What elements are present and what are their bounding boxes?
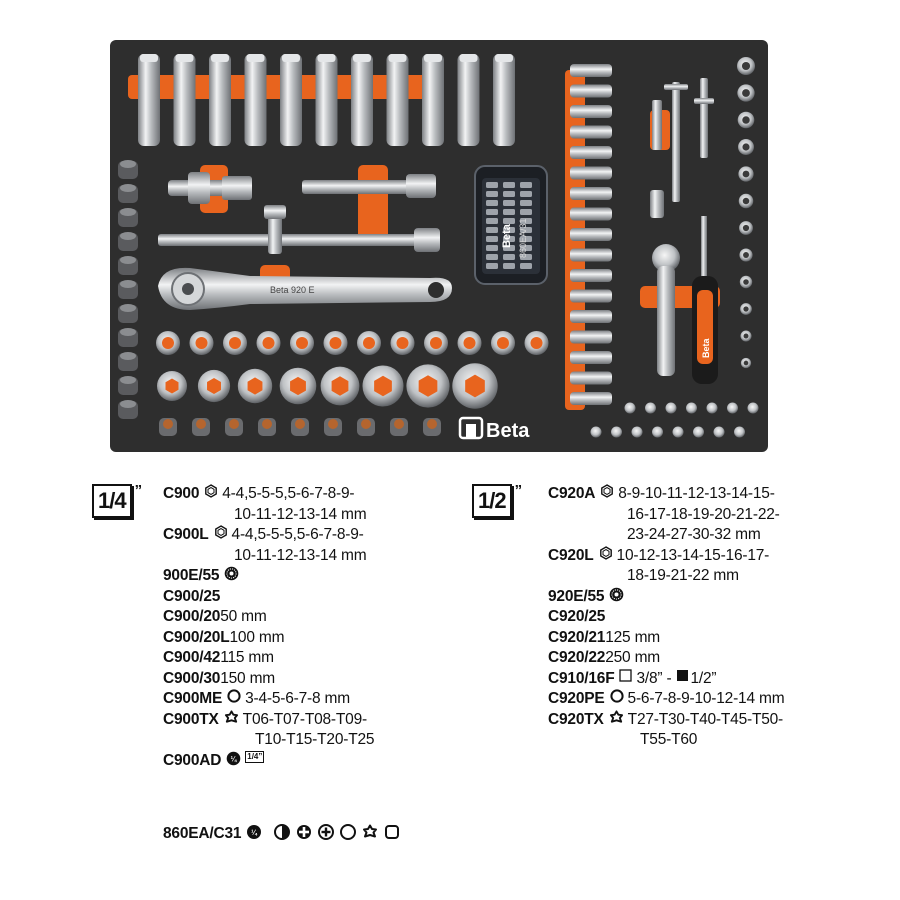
item-code: 860EA/C31 bbox=[163, 825, 242, 842]
short-socket bbox=[570, 85, 612, 98]
bit bbox=[486, 182, 498, 188]
item-code: C900ME bbox=[163, 690, 223, 707]
bit bbox=[714, 427, 725, 438]
spec-row bbox=[548, 689, 784, 710]
drive-size-half bbox=[472, 484, 522, 518]
spec-row bbox=[163, 689, 374, 710]
bit bbox=[486, 227, 498, 233]
long-socket bbox=[174, 54, 196, 146]
square-bit-icon bbox=[386, 826, 398, 838]
long-socket bbox=[245, 54, 267, 146]
bit bbox=[707, 403, 718, 414]
item-code: C900L bbox=[163, 526, 209, 543]
short-socket bbox=[570, 187, 612, 200]
inch-mark: ” bbox=[134, 482, 143, 499]
bit bbox=[503, 218, 515, 224]
bit bbox=[503, 182, 515, 188]
item-code: C900/20 bbox=[163, 608, 221, 625]
bit bbox=[520, 191, 532, 197]
right-spec-list bbox=[548, 484, 784, 751]
item-spec-continued: 16-17-18-19-20-21-22- bbox=[627, 505, 780, 523]
item-spec: 3/8” - bbox=[636, 669, 672, 687]
bit-adapter-icon bbox=[247, 825, 261, 839]
bit bbox=[652, 427, 663, 438]
item-code: C900AD bbox=[163, 751, 222, 769]
item-spec: 8-9-10-11-12-13-14-15- bbox=[618, 485, 775, 502]
phillips-icon bbox=[297, 825, 311, 839]
spec-row bbox=[163, 566, 374, 587]
item-spec: T06-T07-T08-T09- bbox=[242, 710, 367, 728]
item-spec-continued: T55-T60 bbox=[640, 731, 698, 748]
long-socket bbox=[316, 54, 338, 146]
spec-row bbox=[163, 587, 374, 608]
drive-size-mini-label: 1/4” bbox=[247, 751, 263, 761]
bit bbox=[503, 200, 515, 206]
spec-row bbox=[548, 648, 784, 669]
item-code: C920/25 bbox=[548, 608, 606, 625]
svg-text:Beta 920 E: Beta 920 E bbox=[270, 285, 315, 295]
svg-text:¼: ¼ bbox=[230, 756, 237, 763]
short-socket bbox=[570, 290, 612, 303]
short-socket bbox=[570, 228, 612, 241]
ratchet-badge-icon bbox=[609, 587, 624, 602]
bit bbox=[734, 427, 745, 438]
spec-row bbox=[548, 628, 784, 649]
item-code: C900/42 bbox=[163, 649, 221, 666]
item-spec-continued: 18-19-21-22 mm bbox=[627, 567, 739, 584]
circle-outline-icon bbox=[610, 689, 624, 703]
item-code: C910/16F bbox=[548, 669, 615, 687]
long-socket bbox=[209, 54, 231, 146]
bit bbox=[486, 263, 498, 269]
dark-sockets-column bbox=[118, 160, 138, 419]
spec-row bbox=[548, 546, 784, 567]
short-socket bbox=[570, 310, 612, 323]
svg-text:Beta: Beta bbox=[486, 420, 530, 442]
bit bbox=[486, 209, 498, 215]
drive-size-label: 1/2 bbox=[472, 484, 512, 518]
spec-row bbox=[163, 607, 374, 628]
bit bbox=[625, 403, 636, 414]
svg-text:Beta: Beta bbox=[501, 224, 513, 248]
item-spec: T27-T30-T40-T45-T50- bbox=[627, 710, 784, 728]
item-spec: 150 mm bbox=[220, 669, 275, 687]
hex-socket-icon bbox=[204, 484, 218, 498]
bit bbox=[666, 403, 677, 414]
item-code: 900E/55 bbox=[163, 567, 220, 584]
circle-outline-icon bbox=[227, 689, 241, 703]
long-socket bbox=[138, 54, 160, 146]
bit bbox=[486, 218, 498, 224]
short-socket bbox=[570, 105, 612, 118]
bit-adapter-icon bbox=[226, 751, 241, 766]
hex-socket-icon bbox=[600, 484, 614, 498]
short-socket bbox=[570, 167, 612, 180]
long-sockets-row bbox=[138, 54, 515, 146]
spec-row bbox=[548, 587, 784, 608]
bit bbox=[503, 263, 515, 269]
left-spec-list bbox=[163, 484, 374, 771]
spec-row bbox=[548, 710, 784, 731]
bit bbox=[486, 236, 498, 242]
spec-row bbox=[163, 648, 374, 669]
torx-outline-icon bbox=[224, 710, 239, 725]
torx-bit-icon bbox=[364, 826, 376, 837]
hex-bit-icon bbox=[341, 825, 355, 839]
slotted-icon bbox=[275, 825, 289, 839]
spec-row bbox=[163, 525, 374, 546]
item-spec: 4-4,5-5-5,5-6-7-8-9- bbox=[231, 526, 364, 543]
item-code: C900/25 bbox=[163, 587, 221, 605]
short-socket bbox=[570, 208, 612, 221]
ratchet-badge-icon bbox=[224, 566, 239, 581]
spec-row bbox=[163, 484, 374, 505]
long-socket bbox=[493, 54, 515, 146]
spec-row bbox=[163, 710, 374, 731]
bit bbox=[673, 427, 684, 438]
short-socket bbox=[570, 146, 612, 159]
spec-row bbox=[163, 751, 374, 772]
bit-case bbox=[475, 166, 547, 284]
item-code: C920/21 bbox=[548, 628, 606, 646]
torx-outline-icon bbox=[609, 710, 624, 725]
short-socket bbox=[570, 372, 612, 385]
svg-text:¼: ¼ bbox=[251, 830, 258, 837]
bit bbox=[520, 200, 532, 206]
item-code: C920/22 bbox=[548, 649, 606, 666]
item-spec: 4-4,5-5-5,5-6-7-8-9- bbox=[222, 485, 355, 502]
bit bbox=[520, 182, 532, 188]
bit bbox=[486, 254, 498, 260]
bit bbox=[486, 191, 498, 197]
long-socket bbox=[351, 54, 373, 146]
short-socket bbox=[570, 126, 612, 139]
square-filled-icon bbox=[676, 669, 689, 682]
item-code: C900/30 bbox=[163, 669, 221, 687]
bit-types-icons bbox=[246, 824, 406, 840]
bit bbox=[748, 403, 759, 414]
bit bbox=[645, 403, 656, 414]
item-code: C900/20L bbox=[163, 628, 230, 646]
item-code: C900TX bbox=[163, 710, 219, 728]
bit bbox=[503, 254, 515, 260]
drive-size-quarter bbox=[92, 484, 142, 518]
spec-row bbox=[548, 484, 784, 505]
long-socket bbox=[280, 54, 302, 146]
svg-text:Beta: Beta bbox=[701, 338, 711, 358]
bit-set-row bbox=[163, 824, 410, 845]
square-outline-icon bbox=[619, 669, 632, 682]
item-spec: 5-6-7-8-9-10-12-14 mm bbox=[627, 690, 785, 707]
short-socket bbox=[570, 331, 612, 344]
spec-row bbox=[548, 669, 784, 690]
item-spec-continued: T10-T15-T20-T25 bbox=[255, 731, 375, 748]
item-spec-continued: 10-11-12-13-14 mm bbox=[234, 505, 367, 523]
spec-row bbox=[163, 628, 374, 649]
bit bbox=[727, 403, 738, 414]
drive-size-label: 1/4 bbox=[92, 484, 132, 518]
long-socket bbox=[387, 54, 409, 146]
bit bbox=[503, 209, 515, 215]
bit bbox=[632, 427, 643, 438]
item-spec: 10-12-13-14-15-16-17- bbox=[616, 546, 770, 564]
hex-socket-icon bbox=[599, 546, 613, 560]
item-code: C920TX bbox=[548, 710, 604, 728]
short-socket bbox=[570, 249, 612, 262]
item-code: C920PE bbox=[548, 690, 605, 707]
bit bbox=[520, 209, 532, 215]
inch-mark: ” bbox=[514, 482, 523, 499]
short-socket bbox=[570, 64, 612, 77]
long-socket bbox=[458, 54, 480, 146]
item-spec: 100 mm bbox=[229, 628, 285, 646]
short-socket bbox=[570, 351, 612, 364]
bit bbox=[591, 427, 602, 438]
bit bbox=[503, 191, 515, 197]
item-code: 920E/55 bbox=[548, 587, 605, 605]
item-spec-continued: 23-24-27-30-32 mm bbox=[627, 526, 761, 543]
short-socket bbox=[570, 392, 612, 405]
socket-bits-row bbox=[159, 418, 441, 436]
item-spec: 50 mm bbox=[220, 608, 267, 625]
bit bbox=[611, 427, 622, 438]
item-spec: 115 mm bbox=[220, 649, 274, 666]
item-spec: 1/2” bbox=[690, 669, 717, 687]
item-spec: 3-4-5-6-7-8 mm bbox=[245, 690, 350, 707]
long-socket bbox=[422, 54, 444, 146]
bit bbox=[520, 263, 532, 269]
item-spec: 250 mm bbox=[605, 649, 660, 666]
bit bbox=[686, 403, 697, 414]
item-spec-continued: 10-11-12-13-14 mm bbox=[234, 546, 367, 564]
pozidriv-icon bbox=[319, 825, 333, 839]
bit bbox=[486, 200, 498, 206]
spec-row bbox=[163, 669, 374, 690]
hex-socket-icon bbox=[214, 525, 228, 539]
bit bbox=[486, 245, 498, 251]
svg-text:860EA/31: 860EA/31 bbox=[518, 218, 528, 258]
sockets-column bbox=[570, 64, 612, 405]
orange-holder bbox=[358, 165, 388, 243]
short-socket bbox=[570, 269, 612, 282]
item-spec: 125 mm bbox=[605, 628, 660, 646]
item-code: C900 bbox=[163, 485, 200, 502]
tool-tray-photo bbox=[110, 40, 768, 452]
bit bbox=[693, 427, 704, 438]
item-code: C920L bbox=[548, 546, 594, 564]
spec-row bbox=[548, 607, 784, 628]
item-code: C920A bbox=[548, 485, 596, 502]
